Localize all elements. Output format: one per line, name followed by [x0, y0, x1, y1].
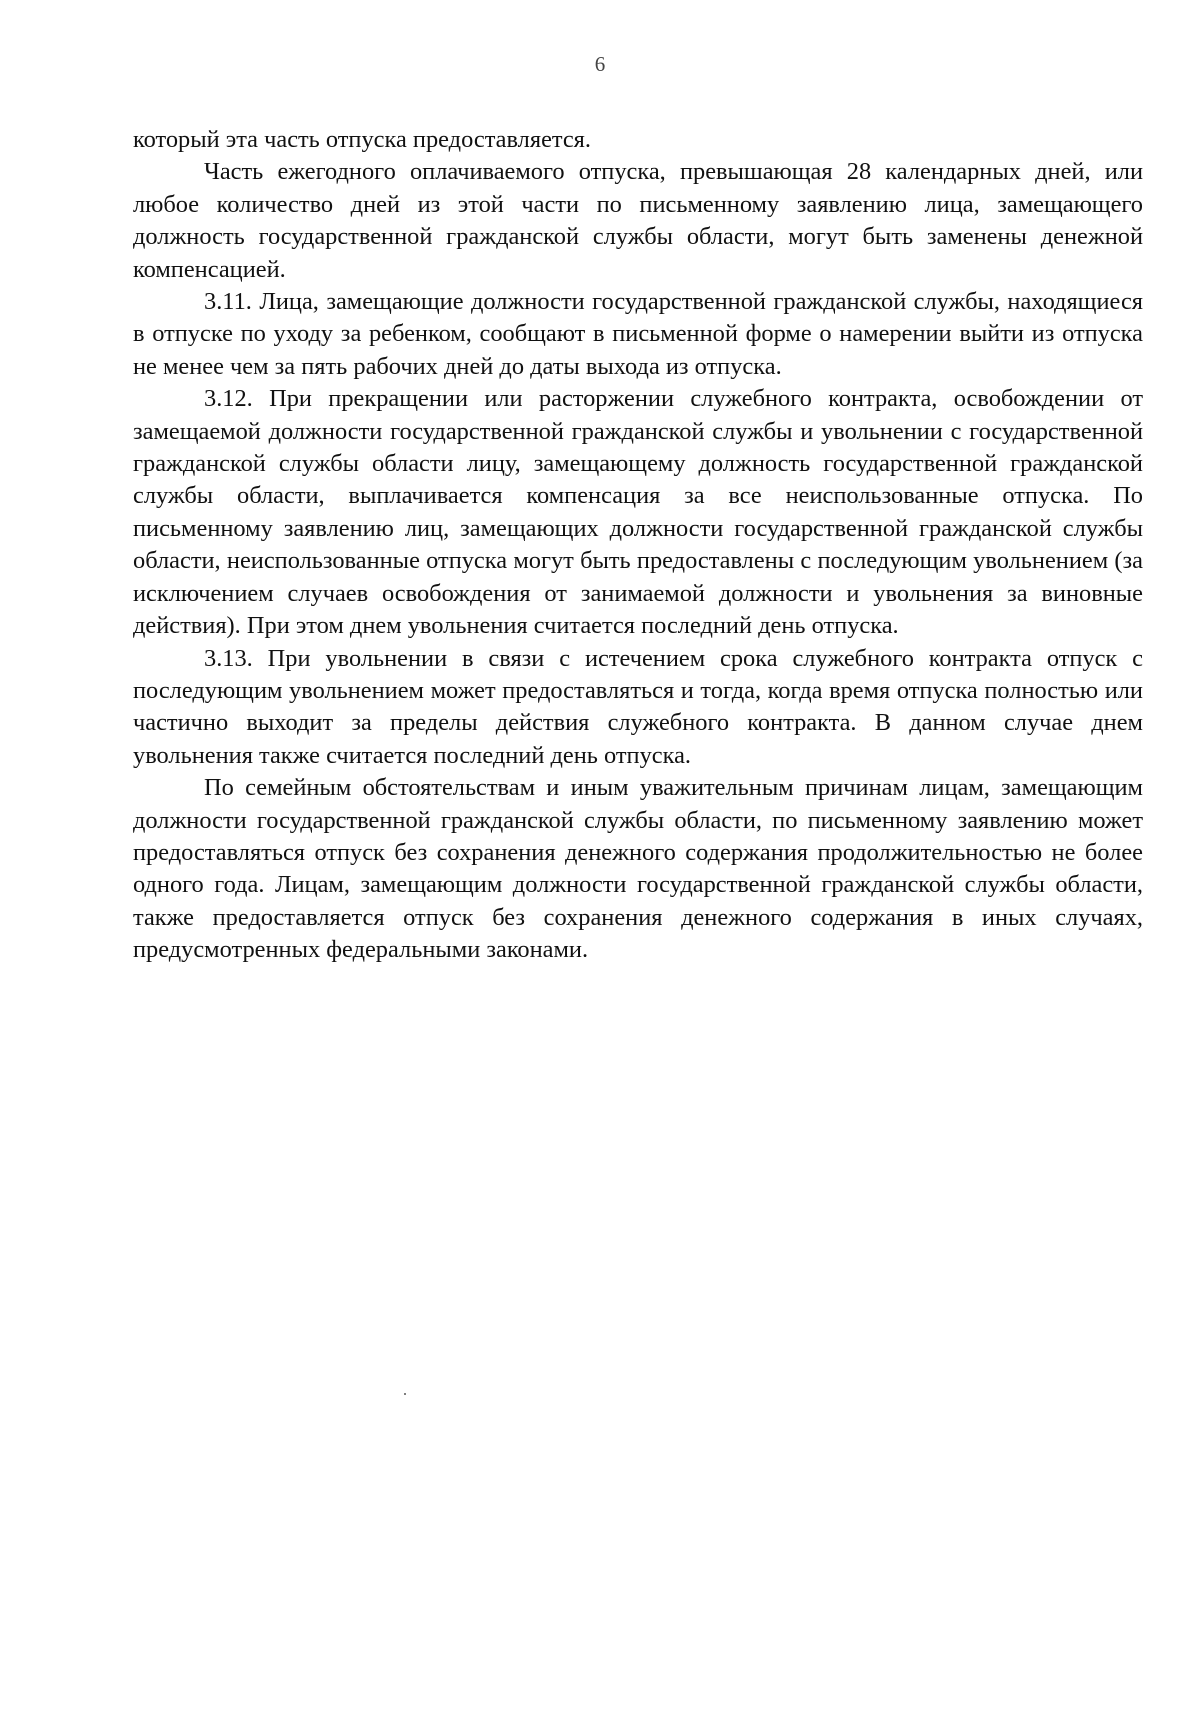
paragraph-3-11: 3.11. Лица, замещающие должности государственной гражданской службы, находящиеся в отпуске по уходу за ребенком, сообщают в письменной форме о намерении выйти из отпуска не менее чем за пять рабочих дней до даты выхода из отпуска.	[133, 288, 1143, 380]
paragraph-3-12: 3.12. При прекращении или расторжении служебного контракта, освобождении от замещаемой должности государственной гражданской службы и увольнении с государственной гражданской службы области лицу, замещающему должность государственной гражданской службы области, выплачивается компенсация за все неиспользованные отпуска. По письменному заявлению лиц, замещающих должности государственной гражданской службы области, неиспользованные отпуска могут быть предоставлены с последующим увольнением (за исключением случаев освобождения от занимаемой должности и увольнения за виновные действия). При этом днем увольнения считается последний день отпуска.	[133, 385, 1143, 640]
page-number: 6	[594, 52, 606, 76]
paragraph-continuation: который эта часть отпуска предоставляется.	[133, 126, 591, 153]
paragraph-unpaid-leave: По семейным обстоятельствам и иным уважительным причинам лицам, замещающим должности государственной гражданской службы области, по письменному заявлению может предоставляться отпуск без сохранения денежного содержания продолжительностью не более одного года. Лицам, замещающим должности государственной гражданской службы области, также предоставляется отпуск без сохранения денежного содержания в иных случаях, предусмотренных федеральными законами.	[133, 774, 1143, 964]
paragraph-3-13: 3.13. При увольнении в связи с истечением срока служебного контракта отпуск с последующим увольнением может предоставляться и тогда, когда время отпуска полностью или частично выходит за пределы действия служебного контракта. В данном случае днем увольнения также считается последний день отпуска.	[133, 644, 1143, 769]
document-body	[133, 124, 1143, 967]
paragraph-monetary-compensation: Часть ежегодного оплачиваемого отпуска, превышающая 28 календарных дней, или любое количество дней из этой части по письменному заявлению лица, замещающего должность государственной гражданской службы области, могут быть заменены денежной компенсацией.	[133, 158, 1143, 283]
scan-speck	[404, 1393, 406, 1395]
